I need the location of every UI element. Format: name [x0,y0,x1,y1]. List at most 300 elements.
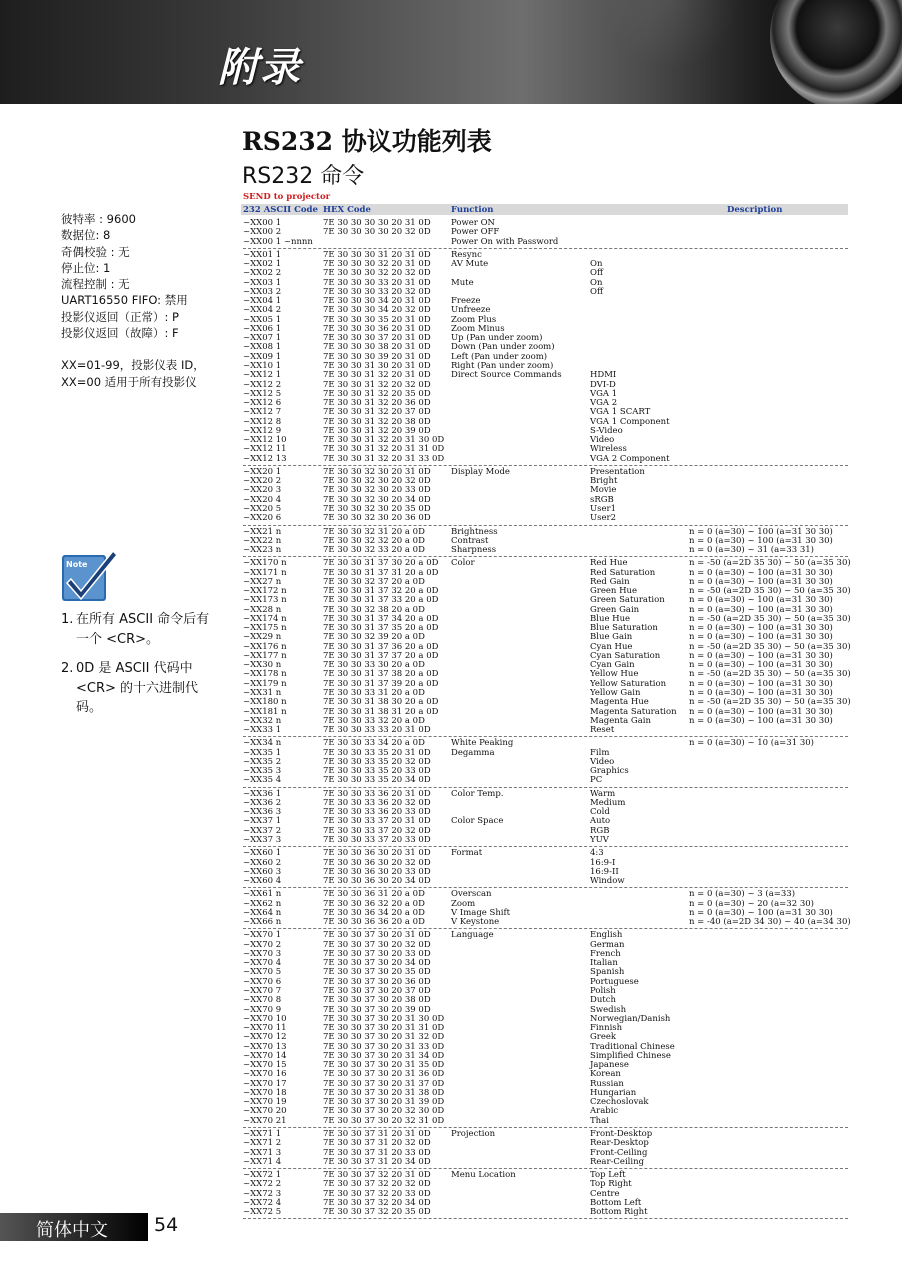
ascii-code-cell: ~XX70 17 [243,1078,287,1089]
description-cell: n = 0 (a=30) ~ 100 (a=31 30 30) [689,650,833,661]
function-cell: Contrast [451,535,489,546]
description-cell: n = 0 (a=30) ~ 100 (a=31 30 30) [689,706,833,717]
ascii-code-cell: ~XX12 2 [243,379,282,390]
hex-code-cell: 7E 30 30 31 37 33 20 a 0D [323,595,439,606]
command-group [243,790,848,848]
hex-code-cell: 7E 30 30 37 30 20 31 35 0D [323,1060,445,1071]
hex-code-cell: 7E 30 30 37 30 20 31 39 0D [323,1097,445,1108]
hex-code-cell: 7E 30 30 30 36 20 31 0D [323,323,431,334]
hex-code-cell: 7E 30 30 31 37 38 20 a 0D [323,669,439,680]
table-row [243,238,848,247]
function-cell: Language [451,930,494,941]
ascii-code-cell: ~XX12 10 [243,435,287,446]
ascii-code-cell: ~XX35 4 [243,775,282,786]
option-cell: HDMI [590,370,617,381]
hex-code-cell: 7E 30 30 37 30 20 31 0D [323,930,431,941]
function-cell: V Keystone [451,917,500,928]
hex-code-cell: 7E 30 30 37 30 20 34 0D [323,958,431,969]
ascii-code-cell: ~XX12 11 [243,444,287,455]
setting-line: 数据位: 8 [61,228,111,243]
option-cell: PC [590,775,603,786]
function-cell: Color Temp. [451,788,504,799]
description-cell: n = 0 (a=30) ~ 10 (a=31 30) [689,738,814,749]
hex-code-cell: 7E 30 30 32 31 20 a 0D [323,526,425,537]
hex-code-cell: 7E 30 30 37 30 20 31 33 0D [323,1041,445,1052]
ascii-code-cell: ~XX09 1 [243,351,282,362]
option-cell: User2 [590,513,617,524]
ascii-code-cell: ~XX177 n [243,650,287,661]
function-cell: Down (Pan under zoom) [451,342,555,353]
hex-code-cell: 7E 30 30 37 30 20 31 38 0D [323,1087,445,1098]
option-cell: Blue Saturation [590,623,658,634]
hex-code-cell: 7E 30 30 32 38 20 a 0D [323,604,425,615]
hex-code-cell: 7E 30 30 33 37 20 33 0D [323,835,431,845]
ascii-code-cell: ~XX70 4 [243,958,282,969]
hex-code-cell: 7E 30 30 30 33 20 31 0D [323,277,431,288]
hex-code-cell: 7E 30 30 32 30 20 31 0D [323,466,431,477]
hex-code-cell: 7E 30 30 31 32 20 32 0D [323,379,431,390]
option-cell: Off [590,286,604,297]
description-cell: n = 0 (a=30) ~ 100 (a=31 30 30) [689,526,833,537]
option-cell: Video [590,756,615,767]
description-cell: n = 0 (a=30) ~ 100 (a=31 30 30) [689,678,833,689]
setting-line: 投影仪返回（正常）: P [61,309,179,324]
hex-code-cell: 7E 30 30 30 30 20 31 0D [323,218,431,228]
note-number: 1. [61,612,74,627]
hex-code-cell: 7E 30 30 33 35 20 33 0D [323,766,431,777]
ascii-code-cell: ~XX72 3 [243,1188,282,1199]
hex-code-cell: 7E 30 30 33 35 20 32 0D [323,756,431,767]
ascii-code-cell: ~XX20 6 [243,513,282,524]
hex-code-cell: 7E 30 30 30 38 20 31 0D [323,342,431,353]
ascii-code-cell: ~XX33 1 [243,725,282,736]
setting-line: 停止位: 1 [61,260,111,275]
function-cell: Zoom Plus [451,314,497,325]
option-cell: On [590,277,603,288]
ascii-code-cell: ~XX70 15 [243,1060,287,1071]
option-cell: Japanese [590,1060,629,1071]
hex-code-cell: 7E 30 30 37 31 20 33 0D [323,1147,431,1158]
option-cell: Auto [590,816,611,827]
hex-code-cell: 7E 30 30 31 32 20 31 0D [323,370,431,381]
hex-code-cell: 7E 30 30 33 37 20 31 0D [323,816,431,827]
option-cell: Yellow Gain [590,688,641,699]
ascii-code-cell: ~XX36 1 [243,788,282,799]
ascii-code-cell: ~XX03 1 [243,277,282,288]
description-cell: n = 0 (a=30) ~ 100 (a=31 30 30) [689,535,833,546]
function-cell: Power On with Password [451,236,559,247]
ascii-code-cell: ~XX29 n [243,632,282,643]
description-cell: n = 0 (a=30) ~ 100 (a=31 30 30) [689,715,833,726]
hex-code-cell: 7E 30 30 31 32 20 31 30 0D [323,435,445,446]
hex-code-cell: 7E 30 30 36 36 20 a 0D [323,917,425,928]
ascii-code-cell: ~XX72 1 [243,1170,282,1181]
table-row [243,836,848,845]
ascii-code-cell: ~XX00 2 [243,227,282,238]
hex-code-cell: 7E 30 30 33 30 20 a 0D [323,660,425,671]
description-cell: n = 0 (a=30) ~ 100 (a=31 30 30) [689,604,833,615]
function-cell: AV Mute [451,259,489,270]
hex-code-cell: 7E 30 30 37 32 20 32 0D [323,1179,431,1190]
ascii-code-cell: ~XX174 n [243,613,287,624]
option-cell: Off [590,268,604,279]
lens-decoration-icon [770,0,902,104]
note-number: 2. [61,661,74,676]
option-cell: Arabic [590,1106,619,1117]
hex-code-cell: 7E 30 30 31 37 32 20 a 0D [323,586,439,597]
description-cell: n = -40 (a=2D 34 30) ~ 40 (a=34 30) [689,917,851,928]
ascii-code-cell: ~XX60 1 [243,848,282,859]
option-cell: Italian [590,958,618,969]
hex-code-cell: 7E 30 30 36 30 20 31 0D [323,848,431,859]
option-cell: Cyan Saturation [590,650,661,661]
ascii-code-cell: ~XX20 1 [243,466,282,477]
option-cell: Magenta Hue [590,697,649,708]
table-row [243,776,848,785]
function-cell: Power ON [451,218,495,228]
note-checkmark-icon [61,545,119,605]
function-cell: Color Space [451,816,504,827]
notes-list [61,610,219,728]
hex-code-cell: 7E 30 30 36 32 20 a 0D [323,898,425,909]
hex-code-cell: 7E 30 30 37 30 20 32 31 0D [323,1115,445,1126]
hex-code-cell: 7E 30 30 31 37 39 20 a 0D [323,678,439,689]
ascii-code-cell: ~XX70 11 [243,1023,287,1034]
option-cell: User1 [590,503,617,514]
ascii-code-cell: ~XX22 n [243,535,282,546]
option-cell: Reset [590,725,615,736]
option-cell: Magenta Gain [590,715,651,726]
ascii-code-cell: ~XX175 n [243,623,287,634]
ascii-code-cell: ~XX12 6 [243,398,282,409]
option-cell: Russian [590,1078,624,1089]
hex-code-cell: 7E 30 30 33 36 20 33 0D [323,807,431,818]
function-cell: White Peaking [451,738,514,749]
ascii-code-cell: ~XX181 n [243,706,287,717]
serial-settings [61,211,221,390]
option-cell: Warm [590,788,616,799]
ascii-code-cell: ~XX12 5 [243,388,282,399]
ascii-code-cell: ~XX70 9 [243,1004,282,1015]
ascii-code-cell: ~XX27 n [243,576,282,587]
option-cell: Swedish [590,1004,627,1015]
hex-code-cell: 7E 30 30 30 32 20 31 0D [323,259,431,270]
option-cell: Dutch [590,995,616,1006]
command-group [243,468,848,526]
ascii-code-cell: ~XX172 n [243,586,287,597]
description-cell: n = 0 (a=30) ~ 20 (a=32 30) [689,898,814,909]
table-row [243,726,848,735]
ascii-code-cell: ~XX07 1 [243,333,282,344]
hex-code-cell: 7E 30 30 36 30 20 33 0D [323,866,431,877]
description-cell: n = -50 (a=2D 35 30) ~ 50 (a=35 30) [689,613,851,624]
hex-code-cell: 7E 30 30 37 30 20 31 36 0D [323,1069,445,1080]
ascii-code-cell: ~XX10 1 [243,360,282,371]
ascii-code-cell: ~XX05 1 [243,314,282,325]
hex-code-cell: 7E 30 30 30 34 20 32 0D [323,305,431,316]
hex-code-cell: 7E 30 30 33 36 20 31 0D [323,788,431,799]
ascii-code-cell: ~XX01 1 [243,249,282,260]
table-row [243,1158,848,1167]
setting-line: UART16550 FIFO: 禁用 [61,293,188,308]
lens-ring-icon [600,0,740,70]
option-cell: VGA 1 SCART [590,407,651,418]
function-cell: Color [451,558,475,569]
ascii-code-cell: ~XX72 5 [243,1207,282,1218]
function-cell: Power OFF [451,227,500,238]
note-item [61,610,219,649]
hex-code-cell: 7E 30 30 31 32 20 38 0D [323,416,431,427]
option-cell: Movie [590,485,617,496]
ascii-code-cell: ~XX20 4 [243,494,282,505]
function-cell: V Image Shift [451,907,511,918]
ascii-code-cell: ~XX04 1 [243,296,282,307]
ascii-code-cell: ~XX62 n [243,898,282,909]
option-cell: Red Gain [590,576,630,587]
option-cell: Front-Desktop [590,1128,653,1139]
function-cell: Brightness [451,526,498,537]
function-cell: Menu Location [451,1170,516,1181]
description-cell: n = 0 (a=30) ~ 100 (a=31 30 30) [689,688,833,699]
option-cell: Cold [590,807,610,818]
hex-code-cell: 7E 30 30 30 39 20 31 0D [323,351,431,362]
option-cell: Yellow Saturation [590,678,667,689]
ascii-code-cell: ~XX171 n [243,567,287,578]
hex-code-cell: 7E 30 30 30 31 20 31 0D [323,249,431,260]
option-cell: Portuguese [590,976,639,987]
ascii-code-cell: ~XX71 3 [243,1147,282,1158]
ascii-code-cell: ~XX70 5 [243,967,282,978]
function-cell: Resync [451,249,482,260]
command-table [243,218,851,1221]
option-cell: Blue Gain [590,632,633,643]
command-group [243,528,848,558]
option-cell: Rear-Ceiling [590,1156,645,1167]
ascii-code-cell: ~XX12 9 [243,425,282,436]
send-label: SEND to projector [243,192,331,202]
hex-code-cell: 7E 30 30 32 30 20 32 0D [323,476,431,487]
svg-text:Note: Note [66,560,88,569]
hex-code-cell: 7E 30 30 37 30 20 39 0D [323,1004,431,1015]
ascii-code-cell: ~XX70 1 [243,930,282,941]
ascii-code-cell: ~XX70 7 [243,985,282,996]
ascii-code-cell: ~XX60 3 [243,866,282,877]
option-cell: On [590,259,603,270]
function-cell: Direct Source Commands [451,370,562,381]
hex-code-cell: 7E 30 30 31 37 30 20 a 0D [323,558,439,569]
ascii-code-cell: ~XX70 10 [243,1013,287,1024]
hex-code-cell: 7E 30 30 32 33 20 a 0D [323,545,425,556]
hex-code-cell: 7E 30 30 32 30 20 34 0D [323,494,431,505]
function-cell: Overscan [451,889,492,900]
ascii-code-cell: ~XX70 12 [243,1032,287,1043]
hex-code-cell: 7E 30 30 37 32 20 33 0D [323,1188,431,1199]
option-cell: Medium [590,797,626,808]
option-cell: Wireless [590,444,627,455]
option-cell: Bottom Right [590,1207,648,1218]
ascii-code-cell: ~XX21 n [243,526,282,537]
option-cell: Polish [590,985,616,996]
option-cell: DVI-D [590,379,616,390]
ascii-code-cell: ~XX12 13 [243,453,287,464]
hex-code-cell: 7E 30 30 37 30 20 35 0D [323,967,431,978]
hex-code-cell: 7E 30 30 31 37 34 20 a 0D [323,613,439,624]
table-row [243,514,848,523]
hex-code-cell: 7E 30 30 32 30 20 35 0D [323,503,431,514]
command-group [243,251,848,466]
hex-code-cell: 7E 30 30 37 32 20 31 0D [323,1170,431,1181]
option-cell: Top Right [590,1179,632,1190]
option-cell: French [590,948,621,959]
option-cell: Hungarian [590,1087,637,1098]
hex-code-cell: 7E 30 30 30 30 20 32 0D [323,227,431,238]
description-cell: n = -50 (a=2D 35 30) ~ 50 (a=35 30) [689,641,851,652]
option-cell: 4:3 [590,848,604,859]
option-cell: VGA 1 Component [590,416,670,427]
command-group [243,739,848,787]
function-cell: Sharpness [451,545,497,556]
function-cell: Freeze [451,296,481,307]
section-title: RS232 协议功能列表 [242,127,492,156]
description-cell: n = -50 (a=2D 35 30) ~ 50 (a=35 30) [689,558,851,569]
ascii-code-cell: ~XX03 2 [243,286,282,297]
hex-code-cell: 7E 30 30 37 31 20 34 0D [323,1156,431,1167]
command-group [243,889,851,929]
ascii-code-cell: ~XX178 n [243,669,287,680]
option-cell: VGA 1 [590,388,618,399]
hex-code-cell: 7E 30 30 31 32 20 37 0D [323,407,431,418]
option-cell: Red Saturation [590,567,656,578]
option-cell: Blue Hue [590,613,631,624]
ascii-code-cell: ~XX179 n [243,678,287,689]
description-cell: n = 0 (a=30) ~ 100 (a=31 30 30) [689,576,833,587]
note-text: 在所有 ASCII 命令后有一个 <CR>。 [76,612,210,647]
ascii-code-cell: ~XX08 1 [243,342,282,353]
option-cell: English [590,930,623,941]
option-cell: Video [590,435,615,446]
ascii-code-cell: ~XX180 n [243,697,287,708]
description-cell: n = 0 (a=30) ~ 100 (a=31 30 30) [689,660,833,671]
option-cell: Red Hue [590,558,628,569]
hex-code-cell: 7E 30 30 37 30 20 32 30 0D [323,1106,445,1117]
ascii-code-cell: ~XX70 3 [243,948,282,959]
option-cell: Cyan Hue [590,641,633,652]
note-text: 0D 是 ASCII 代码中 <CR> 的十六进制代码。 [76,661,199,715]
option-cell: YUV [590,835,609,845]
function-cell: Format [451,848,483,859]
function-cell: Zoom [451,898,476,909]
hex-code-cell: 7E 30 30 31 37 37 20 a 0D [323,650,439,661]
option-cell: RGB [590,825,610,836]
hex-code-cell: 7E 30 30 33 34 20 a 0D [323,738,425,749]
ascii-code-cell: ~XX173 n [243,595,287,606]
option-cell: Top Left [590,1170,626,1181]
ascii-code-cell: ~XX36 2 [243,797,282,808]
hex-code-cell: 7E 30 30 31 37 36 20 a 0D [323,641,439,652]
ascii-code-cell: ~XX02 2 [243,268,282,279]
option-cell: Film [590,747,610,758]
ascii-code-cell: ~XX70 2 [243,939,282,950]
ascii-code-cell: ~XX36 3 [243,807,282,818]
table-row [243,455,848,464]
description-cell: n = 0 (a=30) ~ 31 (a=33 31) [689,545,814,556]
hex-code-cell: 7E 30 30 32 30 20 33 0D [323,485,431,496]
ascii-code-cell: ~XX70 13 [243,1041,287,1052]
hex-code-cell: 7E 30 30 32 37 20 a 0D [323,576,425,587]
hex-code-cell: 7E 30 30 33 33 20 31 0D [323,725,431,736]
option-cell: Simplified Chinese [590,1050,671,1061]
description-cell: n = 0 (a=30) ~ 3 (a=33) [689,889,796,900]
table-row [243,1117,848,1126]
ascii-code-cell: ~XX20 5 [243,503,282,514]
setting-line: 奇偶校验 : 无 [61,244,130,259]
option-cell: Bright [590,476,618,487]
option-cell: Greek [590,1032,617,1043]
hex-code-cell: 7E 30 30 31 37 35 20 a 0D [323,623,439,634]
option-cell: Rear-Desktop [590,1138,649,1149]
hex-code-cell: 7E 30 30 30 35 20 31 0D [323,314,431,325]
ascii-code-cell: ~XX28 n [243,604,282,615]
hex-code-cell: 7E 30 30 33 32 20 a 0D [323,715,425,726]
hex-code-cell: 7E 30 30 31 38 30 20 a 0D [323,697,439,708]
ascii-code-cell: ~XX70 8 [243,995,282,1006]
table-row [243,877,848,886]
ascii-code-cell: ~XX70 6 [243,976,282,987]
hex-code-cell: 7E 30 30 37 32 20 35 0D [323,1207,431,1218]
setting-line: 流程控制 : 无 [61,277,130,292]
option-cell: Graphics [590,766,629,777]
command-group [243,1130,848,1169]
hex-code-cell: 7E 30 30 36 34 20 a 0D [323,907,425,918]
function-cell: Zoom Minus [451,323,505,334]
function-cell: Degamma [451,747,495,758]
option-cell: Yellow Hue [590,669,639,680]
hex-code-cell: 7E 30 30 37 30 20 36 0D [323,976,431,987]
hex-code-cell: 7E 30 30 30 32 20 32 0D [323,268,431,279]
hex-code-cell: 7E 30 30 31 37 31 20 a 0D [323,567,439,578]
hex-code-cell: 7E 30 30 32 32 20 a 0D [323,535,425,546]
option-cell: VGA 2 Component [590,453,670,464]
hex-code-cell: 7E 30 30 31 32 20 31 33 0D [323,453,445,464]
ascii-code-cell: ~XX71 2 [243,1138,282,1149]
table-row [243,1208,848,1217]
option-cell: Green Saturation [590,595,665,606]
ascii-code-cell: ~XX70 21 [243,1115,287,1126]
ascii-code-cell: ~XX34 n [243,738,282,749]
column-header-description: Description [727,205,783,215]
ascii-code-cell: ~XX71 1 [243,1128,282,1139]
hex-code-cell: 7E 30 30 32 39 20 a 0D [323,632,425,643]
hex-code-cell: 7E 30 30 32 30 20 36 0D [323,513,431,524]
hex-code-cell: 7E 30 30 37 31 20 32 0D [323,1138,431,1149]
hex-code-cell: 7E 30 30 36 30 20 32 0D [323,857,431,868]
ascii-code-cell: ~XX20 3 [243,485,282,496]
page-number: 54 [154,1214,179,1236]
table-row [243,546,848,555]
option-cell: Korean [590,1069,621,1080]
description-cell: n = 0 (a=30) ~ 100 (a=31 30 30) [689,567,833,578]
option-cell: Norwegian/Danish [590,1013,671,1024]
setting-line: 投影仪返回（故障）: F [61,326,179,341]
function-cell: Up (Pan under zoom) [451,333,543,344]
hex-code-cell: 7E 30 30 37 30 20 31 32 0D [323,1032,445,1043]
ascii-code-cell: ~XX06 1 [243,323,282,334]
option-cell: 16:9-II [590,866,619,877]
ascii-code-cell: ~XX12 1 [243,370,282,381]
ascii-code-cell: ~XX37 2 [243,825,282,836]
option-cell: Spanish [590,967,625,978]
table-header [241,204,848,215]
